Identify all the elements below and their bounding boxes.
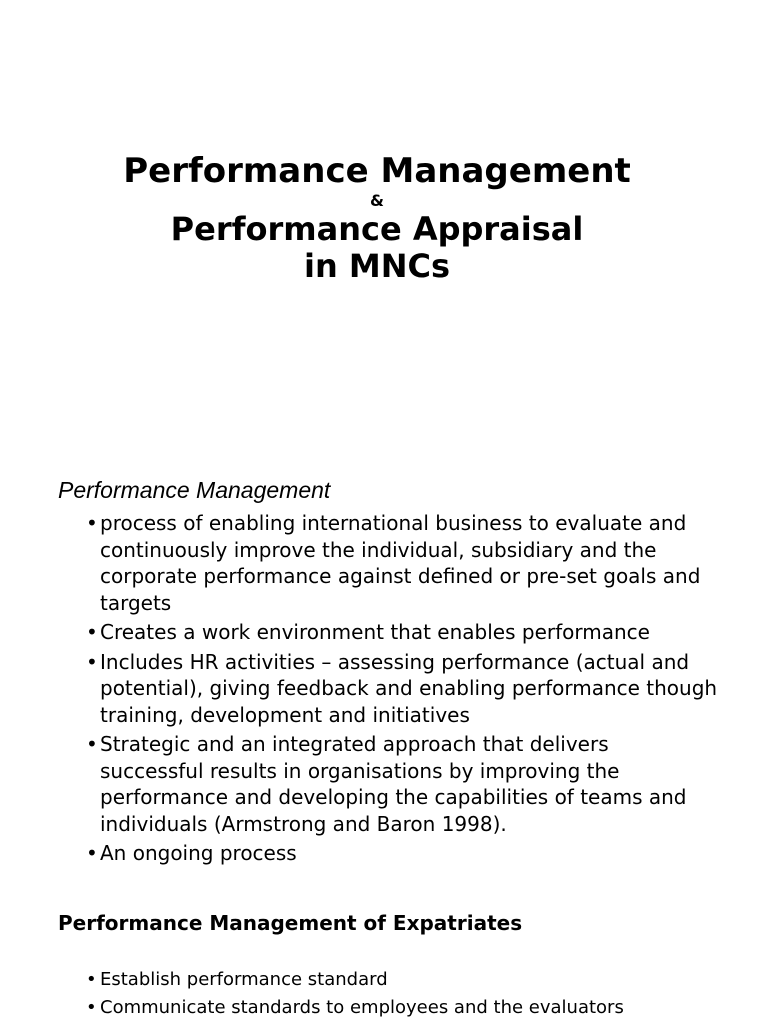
list-item bbox=[58, 994, 718, 1022]
bullet-icon: • bbox=[86, 841, 98, 865]
bullet-list bbox=[58, 966, 718, 1022]
list-item bbox=[58, 510, 718, 616]
section-heading: Performance Management bbox=[58, 477, 331, 503]
performance-management-section bbox=[58, 474, 718, 866]
list-item-text: Strategic and an integrated approach that delivers successful results in organisations by improving the performance and developing the capabilities of teams and individuals (Armstrong and Baron 1998). bbox=[100, 732, 687, 836]
list-item-text: An ongoing process bbox=[100, 841, 297, 865]
title-ampersand: & bbox=[370, 191, 384, 210]
slide-title bbox=[0, 150, 768, 284]
bullet-icon: • bbox=[86, 732, 98, 756]
list-item-text: Includes HR activities – assessing performance (actual and potential), giving feedback and enabling performance though training, development and initiatives bbox=[100, 649, 718, 727]
list-item-text: Creates a work environment that enables performance bbox=[100, 620, 650, 644]
list-item bbox=[58, 840, 718, 866]
bullet-icon: • bbox=[86, 620, 98, 644]
list-item-text: Communicate standards to employees and the evaluators bbox=[100, 997, 624, 1018]
expatriates-section bbox=[58, 966, 718, 1022]
title-line-1: Performance Management bbox=[123, 151, 631, 191]
title-line-3: in MNCs bbox=[303, 247, 451, 285]
title-line-2: Performance Appraisal bbox=[170, 210, 584, 248]
list-item bbox=[58, 966, 718, 994]
expatriates-section-heading: Performance Management of Expatriates bbox=[58, 911, 523, 935]
bullet-icon: • bbox=[86, 969, 97, 990]
bullet-icon: • bbox=[86, 997, 97, 1018]
bullet-list bbox=[58, 510, 718, 866]
bullet-icon: • bbox=[86, 511, 98, 535]
list-item bbox=[58, 731, 718, 837]
list-item-text: Establish performance standard bbox=[100, 969, 388, 990]
list-item bbox=[58, 649, 718, 729]
bullet-icon: • bbox=[86, 649, 98, 674]
list-item-text: process of enabling international business to evaluate and continuously improve the individual, subsidiary and the corporate performance against defined or pre-set goals and targets bbox=[100, 511, 701, 615]
list-item bbox=[58, 619, 718, 646]
